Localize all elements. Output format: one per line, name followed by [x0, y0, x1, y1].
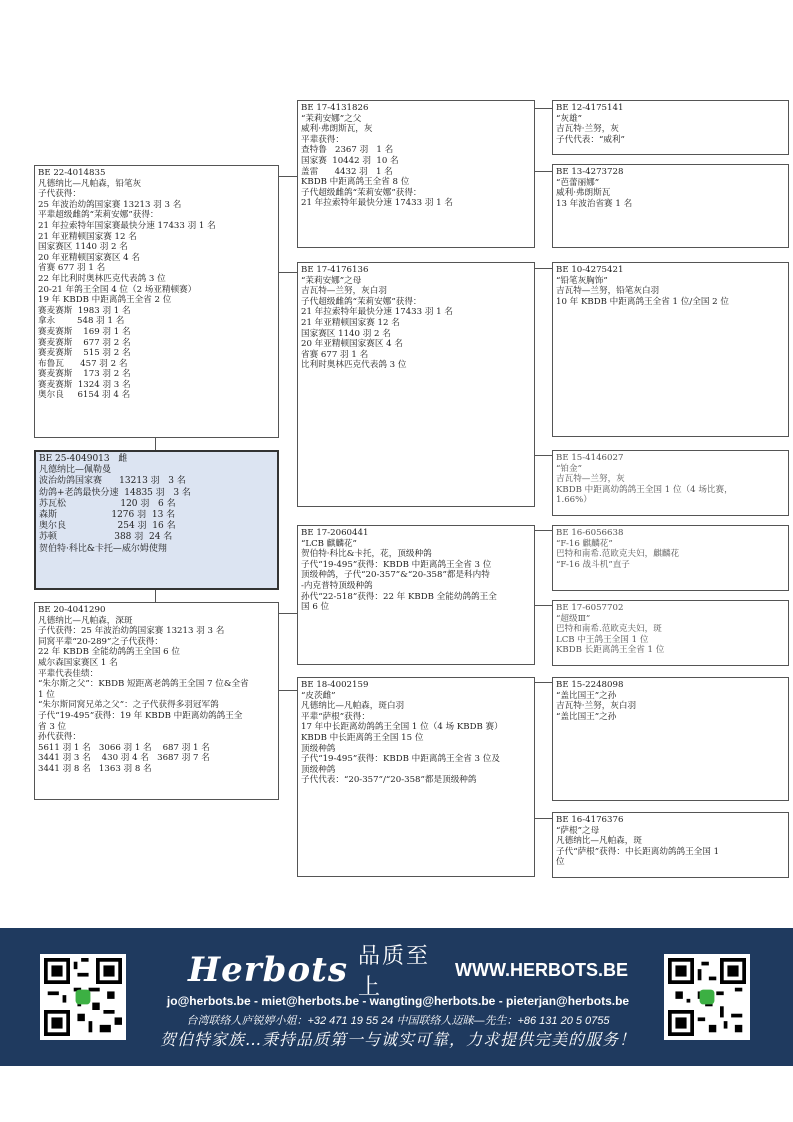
pedigree-line: “铂金”	[556, 463, 582, 474]
pedigree-line: BE 25-4049013 雌	[39, 454, 128, 464]
pedigree-box-dam-dam	[297, 677, 535, 877]
pedigree-line: 吉瓦特—兰努，灰	[556, 474, 625, 485]
pedigree-line: 孙代获得：	[38, 732, 81, 743]
pedigree-line: 国家赛 10442 羽 10 名	[301, 155, 399, 166]
pedigree-line: 苏顿 388 羽 24 名	[39, 532, 173, 543]
pedigree-line: 子代获得：	[38, 189, 81, 200]
pedigree-line: 吉瓦特—兰努，铅笔灰白羽	[556, 286, 660, 297]
pedigree-line: 子代“19-495”获得：KBDB 中距离鸽王全省 3 位及	[301, 754, 500, 765]
pedigree-box-ggp6	[552, 600, 789, 666]
pedigree-line: “铅笔灰胸饰”	[556, 275, 608, 286]
connector	[155, 589, 156, 603]
pedigree-line: 巴特和南希.范欧克夫妇，麒麟花	[556, 549, 680, 560]
connector	[534, 268, 553, 269]
qr-code-icon	[44, 958, 122, 1036]
pedigree-box-sire-dam	[297, 262, 535, 507]
pedigree-line: 3441 羽 8 名 1363 羽 8 名	[38, 763, 152, 774]
pedigree-line: 省 3 位	[38, 721, 67, 732]
pedigree-box-ggp7	[552, 677, 789, 801]
pedigree-line: BE 12-4175141	[556, 103, 624, 113]
pedigree-box-ggp2	[552, 164, 789, 248]
pedigree-line: 13 年波治省赛 1 名	[556, 198, 633, 209]
connector	[534, 682, 553, 683]
footer-motto: 贺伯特家族…秉持品质第一与诚实可靠，力求提供完美的服务！	[159, 1030, 636, 1049]
pedigree-line: 赛麦赛斯 169 羽 1 名	[38, 326, 131, 337]
pedigree-line: 1 位	[38, 689, 55, 700]
pedigree-line: 国家赛区 1140 羽 2 名	[38, 242, 128, 253]
pedigree-line: 国 6 位	[301, 602, 330, 613]
pedigree-line: KBDB 长距离鸽王全省 1 位	[556, 645, 665, 656]
connector	[534, 455, 553, 456]
qr-code-icon	[668, 958, 746, 1036]
pedigree-line: 比利时奥林匹克代表鸽 3 位	[301, 360, 407, 371]
pedigree-line: 22 年 KBDB 全能幼鸽鸽王全国 6 位	[38, 647, 180, 658]
pedigree-line: 子代超级雌鸽“茉莉安娜”获得：	[301, 187, 422, 198]
pedigree-line: “超级Ⅲ”	[556, 613, 591, 624]
pedigree-line: 10 年 KBDB 中距离鸽王全省 1 位/全国 2 位	[556, 296, 729, 307]
pedigree-line: 5611 羽 1 名 3066 羽 1 名 687 羽 1 名	[38, 742, 210, 753]
footer-slogan: 品质至上	[357, 944, 430, 1000]
pedigree-line: 子代超级雌鸽“茉莉安娜”获得：	[301, 296, 422, 307]
pedigree-line: 22 年比利时奥林匹克代表鸽 3 位	[38, 273, 166, 284]
pedigree-line: “朱尔斯之父”：KBDB 短距离老鸽鸽王全国 7 位&全省	[38, 679, 249, 690]
footer-brand	[188, 944, 628, 1000]
pedigree-line: 赛麦赛斯 1983 羽 1 名	[38, 305, 131, 316]
contact-emails[interactable]: jo@herbots.be - miet@herbots.be - wangting@herbots.be - pieterjan@herbots.be	[166, 994, 630, 1008]
pedigree-line: BE 15-4146027	[556, 453, 624, 463]
pedigree-line: 赛麦赛斯 677 羽 2 名	[38, 337, 131, 348]
pedigree-line: LCB 中王鸽王全国 1 位	[556, 634, 649, 645]
pedigree-line: 吉瓦特·兰努，灰	[556, 124, 619, 135]
contact-phones: 台湾联络人庐锐婷小姐：+32 471 19 55 24 中国联络人迈睐—先生：+86 131 20 5 0755	[186, 1015, 610, 1027]
connector	[534, 171, 553, 172]
pedigree-line: “灰雄”	[556, 113, 582, 124]
pedigree-box-dam-sire	[297, 525, 535, 665]
connector	[534, 530, 553, 531]
connector	[534, 605, 553, 606]
pedigree-line: 平辈获得：	[301, 134, 344, 145]
pedigree-line: BE 22-4014835	[38, 168, 106, 178]
pedigree-line: 巴特和南希.范欧克夫妇，斑	[556, 624, 662, 635]
pedigree-line: 凡德纳比—佩勒曼	[39, 465, 112, 476]
pedigree-line: “皮茨雌”	[301, 690, 336, 701]
connector	[534, 108, 553, 109]
pedigree-line: 布鲁瓦 457 羽 2 名	[38, 358, 128, 369]
qr-code-left	[40, 954, 126, 1040]
pedigree-line: 子代代表：“威利”	[556, 134, 625, 145]
pedigree-line: BE 13-4273728	[556, 167, 624, 177]
pedigree-line: 17 年中长距离幼鸽鸽王全国 1 位（4 场 KBDB 赛）	[301, 722, 503, 733]
pedigree-line: -内克普特顶级种鸽	[301, 580, 373, 591]
pedigree-line: 省赛 677 羽 1 名	[301, 349, 369, 360]
pedigree-line: KBDB 中长距离鸽王全国 15 位	[301, 732, 424, 743]
pedigree-line: 凡德纳比—凡帕森，斑白羽	[301, 701, 405, 712]
pedigree-line: BE 20-4041290	[38, 605, 106, 615]
pedigree-line: 19 年 KBDB 中距离鸽王全省 2 位	[38, 295, 172, 306]
pedigree-line: BE 16-6056638	[556, 528, 624, 538]
pedigree-line: 波治幼鸽国家赛 13213 羽 3 名	[39, 476, 186, 487]
pedigree-line: 子代“萨根”获得：中长距离幼鸽鸽王全国 1	[556, 846, 720, 857]
pedigree-box-ggp5	[552, 525, 789, 591]
pedigree-line: 20 年亚精顿国家赛区 4 名	[38, 252, 140, 263]
pedigree-line: 顶级种鸽	[301, 743, 336, 754]
pedigree-line: 赛麦赛斯 515 羽 2 名	[38, 348, 131, 359]
pedigree-line: 21 年亚精顿国家赛 12 名	[38, 231, 137, 242]
pedigree-line: 幼鸽+老鸽最快分速 14835 羽 3 名	[39, 487, 191, 498]
qr-code-right	[664, 954, 750, 1040]
pedigree-line: “盖比国王”之孙	[556, 690, 617, 701]
pedigree-line: 国家赛区 1140 羽 2 名	[301, 328, 391, 339]
pedigree-box-ggp4	[552, 450, 789, 516]
pedigree-line: 吉瓦特—兰努，灰白羽	[301, 286, 387, 297]
pedigree-box-dam	[34, 602, 279, 800]
pedigree-line: 凡德纳比—凡帕森，斑	[556, 836, 642, 847]
pedigree-box-ggp8	[552, 812, 789, 878]
pedigree-line: 威利·弗朗斯瓦	[556, 188, 611, 199]
pedigree-line: 苏瓦松 120 羽 6 名	[39, 498, 176, 509]
pedigree-box-sire	[34, 165, 279, 438]
pedigree-box-ggp1	[552, 100, 789, 155]
connector	[155, 437, 156, 451]
pedigree-line: “芭蕾丽娜”	[556, 177, 600, 188]
pedigree-line: 孙代“22-518”获得：22 年 KBDB 全能幼鸽鸽王全	[301, 591, 497, 602]
pedigree-line: 20-21 年鸽王全国 4 位（2 场亚精顿赛）	[38, 284, 197, 295]
pedigree-line: 21 年拉索特年国家赛最快分速 17433 羽 1 名	[38, 220, 216, 231]
pedigree-line: “茉莉安娜”之母	[301, 275, 362, 286]
herbots-logo: Herbots	[188, 950, 348, 990]
pedigree-line: 同窝平辈“20-289”之子代获得：	[38, 636, 163, 647]
pedigree-line: 子代代表：“20-357”/“20-358”都是顶级种鸽	[301, 775, 477, 786]
pedigree-line: 凡德纳比—凡帕森，深斑	[38, 615, 133, 626]
pedigree-line: 森斯 1276 羽 13 名	[39, 510, 176, 521]
connector	[278, 690, 298, 691]
pedigree-line: 吉瓦特·兰努，灰白羽	[556, 701, 637, 712]
pedigree-line: 21 年拉索特年最快分速 17433 羽 1 名	[301, 307, 453, 318]
pedigree-line: BE 10-4275421	[556, 265, 624, 275]
pedigree-line: BE 16-4176376	[556, 815, 624, 825]
pedigree-line: 贺伯特·科比&卡托—威尔姆使翔	[39, 543, 167, 554]
pedigree-line: “萨根”之母	[556, 825, 600, 836]
pedigree-line: 顶级种鸽，子代“20-357”&“20-358”都是科内特	[301, 570, 490, 581]
pedigree-line: BE 17-6057702	[556, 603, 624, 613]
pedigree-line: BE 15-2248098	[556, 680, 624, 690]
pedigree-box-ggp3	[552, 262, 789, 437]
pedigree-line: 21 年拉索特年最快分速 17433 羽 1 名	[301, 198, 453, 209]
pedigree-line: 威利·弗朗斯瓦，灰	[301, 124, 373, 135]
pedigree-line: 贺伯特·科比&卡托，花，顶级种鸽	[301, 549, 432, 560]
pedigree-line: 平辈“萨根”获得：	[301, 711, 370, 722]
pedigree-line: 奥尔良 254 羽 16 名	[39, 521, 176, 532]
pedigree-line: KBDB 中距离鸽王全省 8 位	[301, 177, 410, 188]
pedigree-line: 赛麦赛斯 1324 羽 3 名	[38, 379, 131, 390]
footer-banner	[0, 928, 793, 1066]
pedigree-box-subject	[34, 450, 279, 590]
pedigree-line: 25 年波治幼鸽国家赛 13213 羽 3 名	[38, 199, 182, 210]
website-link[interactable]: WWW.HERBOTS.BE	[455, 959, 628, 980]
pedigree-line: 查特鲁 2367 羽 1 名	[301, 145, 394, 156]
pedigree-line: “朱尔斯同窝兄弟之父”：之子代获得多羽冠军鸽	[38, 700, 219, 711]
pedigree-line: BE 17-4131826	[301, 103, 369, 113]
pedigree-line: 位	[556, 857, 565, 868]
pedigree-line: “LCB 麒麟花”	[301, 538, 357, 549]
pedigree-line: “茉莉安娜”之父	[301, 113, 362, 124]
pedigree-line: 21 年亚精顿国家赛 12 名	[301, 317, 400, 328]
pedigree-line: 平辈代表佳绩：	[38, 668, 99, 679]
pedigree-line: “F-16 战斗机”直子	[556, 559, 630, 570]
pedigree-line: KBDB 中距离幼鸽鸽王全国 1 位（4 场比赛，	[556, 484, 733, 495]
pedigree-line: “盖比国王”之孙	[556, 711, 617, 722]
pedigree-line: BE 17-4176136	[301, 265, 369, 275]
pedigree-line: 拿永 548 羽 1 名	[38, 316, 125, 327]
pedigree-line: “F-16 麒麟花”	[556, 538, 613, 549]
pedigree-line: 3441 羽 3 名 430 羽 4 名 3687 羽 7 名	[38, 753, 210, 764]
pedigree-line: 威尔森国家赛区 1 名	[38, 657, 118, 668]
pedigree-line: 子代“19-495”获得：19 年 KBDB 中距离幼鸽鸽王全	[38, 710, 243, 721]
pedigree-line: 20 年亚精顿国家赛区 4 名	[301, 339, 403, 350]
pedigree-line: 凡德纳比—凡帕森，铅笔灰	[38, 178, 142, 189]
pedigree-line: BE 18-4002159	[301, 680, 369, 690]
connector	[534, 818, 553, 819]
pedigree-line: BE 17-2060441	[301, 528, 369, 538]
pedigree-line: 盖雷 4432 羽 1 名	[301, 166, 393, 177]
pedigree-line: 顶级种鸽	[301, 764, 336, 775]
connector	[278, 176, 298, 177]
pedigree-line: 奥尔良 6154 羽 4 名	[38, 390, 131, 401]
connector	[278, 272, 298, 273]
connector	[278, 613, 298, 614]
pedigree-line: 省赛 677 羽 1 名	[38, 263, 106, 274]
pedigree-line: 1.66%）	[556, 495, 592, 506]
pedigree-line: 子代获得：25 年波治幼鸽国家赛 13213 羽 3 名	[38, 626, 225, 637]
pedigree-line: 赛麦赛斯 173 羽 2 名	[38, 369, 131, 380]
pedigree-line: 平辈超级雌鸽“茉莉安娜”获得：	[38, 210, 159, 221]
pedigree-line: 子代“19-495”获得：KBDB 中距离鸽王全省 3 位	[301, 559, 492, 570]
pedigree-box-sire-sire	[297, 100, 535, 248]
